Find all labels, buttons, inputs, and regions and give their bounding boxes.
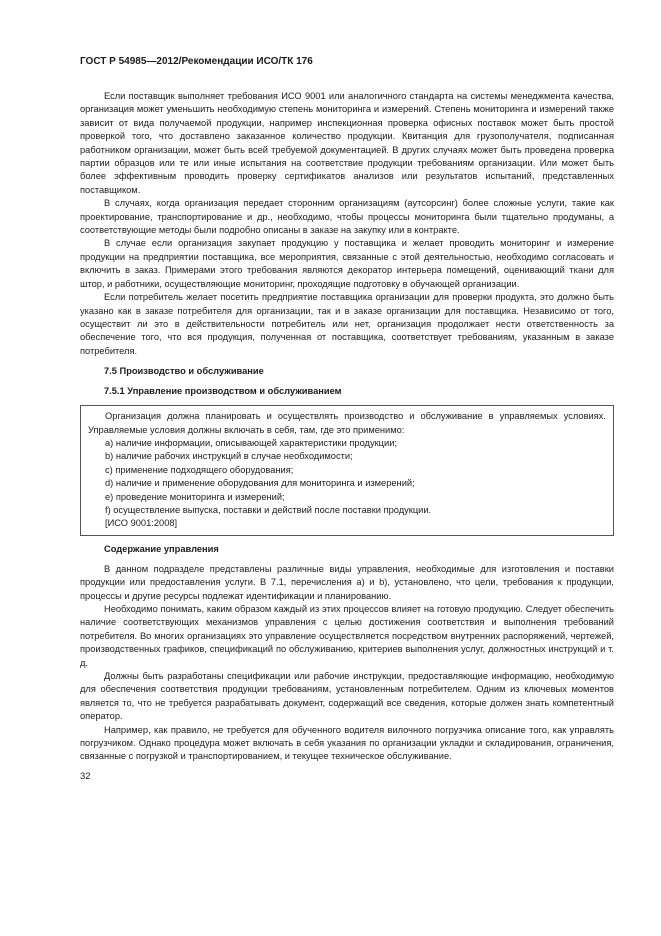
page-header: ГОСТ Р 54985—2012/Рекомендации ИСО/ТК 176 [80,56,313,67]
content-heading: Содержание управления [104,543,219,554]
box-list-item: e) проведение мониторинга и измерений; [105,491,285,502]
box-list-item: a) наличие информации, описывающей характеристики продукции; [105,437,397,448]
box-list-item: f) осуществление выпуска, поставки и действий после поставки продукции. [105,504,432,515]
paragraph: Должны быть разработаны спецификации или рабочие инструкции, предоставляющие информацию, необходимую для обеспечения соответствия продукции требованиям, установленным потребителем. Одним из ключевых моментов является то, что не требуется разрабатывать документ, содержащий все сведения, которые должен знать компетентный оператор. [80,671,614,722]
box-text: Организация должна планировать и осуществлять производство и обслуживание в управляемых условиях. Управляемые условия должны включать в себя, там, где это применимо: [88,411,606,435]
box-list-item: d) наличие и применение оборудования для мониторинга и измерений; [105,478,415,489]
paragraph: Необходимо понимать, каким образом каждый из этих процессов влияет на готовую продукцию. Следует обеспечить наличие соответствующих механизмов управления с целью достижения соответствия и выполнения требований потребителя. Во многих организациях это управление осуществляется посредством внутренних распоряжений, чертежей, производственных графиков, спецификаций по обслуживанию, критериев выполнения услуг, должностных инструкций и т. д. [80,604,614,668]
requirement-box [80,405,614,536]
box-list-item: b) наличие рабочих инструкций в случае необходимости; [105,451,353,462]
content-section [80,563,614,764]
paragraph: Например, как правило, не требуется для обученного водителя вилочного погрузчика описание того, как управлять погрузчиком. Однако процедура может включать в себя указания по организации укладки и складирования, ограничения, связанные с погрузкой и транспортированием, и текущее техническое обслуживание. [80,724,614,762]
paragraph: В данном подразделе представлены различные виды управления, необходимые для изготовления и поставки продукции или предоставления услуги. В 7.1, перечисления а) и b), установлено, что цели, требования к продукции, процессы и другие ресурсы подлежат идентификации и планированию. [80,563,614,601]
section-heading-7-5: 7.5 Производство и обслуживание [104,366,264,377]
section-heading-7-5-1: 7.5.1 Управление производством и обслуживанием [104,386,342,397]
paragraph: Если поставщик выполняет требования ИСО 9001 или аналогичного стандарта на системы менеджмента качества, организация может уменьшить необходимую степень мониторинга и измерений. Степень мониторинга и измерений также зависит от вида получаемой продукции, например инспекционная проверка офисных поставок может быть простой проверкой того, что доставлено заказанное количество продукции. Квитанция для грузополучателя, подписанная работником организации, может быть всей требуемой документацией. В других случаях может быть проведена проверка партии образцов или те или иные испытания на соответствие продукции требованиям организации. Или может быть более эффективным проводить проверку сертификатов анализов или результатов испытаний, представленных поставщиком. [80,91,614,195]
paragraph: В случае если организация закупает продукцию у поставщика и желает проводить мониторинг и измерение продукции на предприятии поставщика, все мероприятия, связанные с этой деятельностью, необходимо согласовать и включить в заказ. Примерами этого требования являются декоратор интерьера помещений, оценивающий ткани для штор, и работники, осуществляющие мониторинг, проходящие подготовку в обучающей организации. [80,238,614,289]
page-number: 32 [80,770,91,782]
intro-section [80,90,614,358]
document-page [80,56,614,783]
box-list-item: c) применение подходящего оборудования; [105,464,294,475]
box-reference: [ИСО 9001:2008] [105,518,178,529]
paragraph: Если потребитель желает посетить предприятие поставщика организации для проверки продукта, это должно быть указано как в заказе потребителя для организации, так и в заказе организации для поставщика. Независимо от того, осуществит ли это в действительности потребитель или нет, организация продолжает нести ответственность за обеспечение того, что вся продукция, полученная от поставщика, соответствует требованиям, указанным в заказе потребителя. [80,292,614,356]
paragraph: В случаях, когда организация передает сторонним организациям (аутсорсинг) более сложные услуги, такие как проектирование, транспортирование и др., необходимо, чтобы процессы мониторинга были тщательно продуманы, а соответствующие методы были подробно описаны в заказе на закупку или в контракте. [80,198,614,236]
